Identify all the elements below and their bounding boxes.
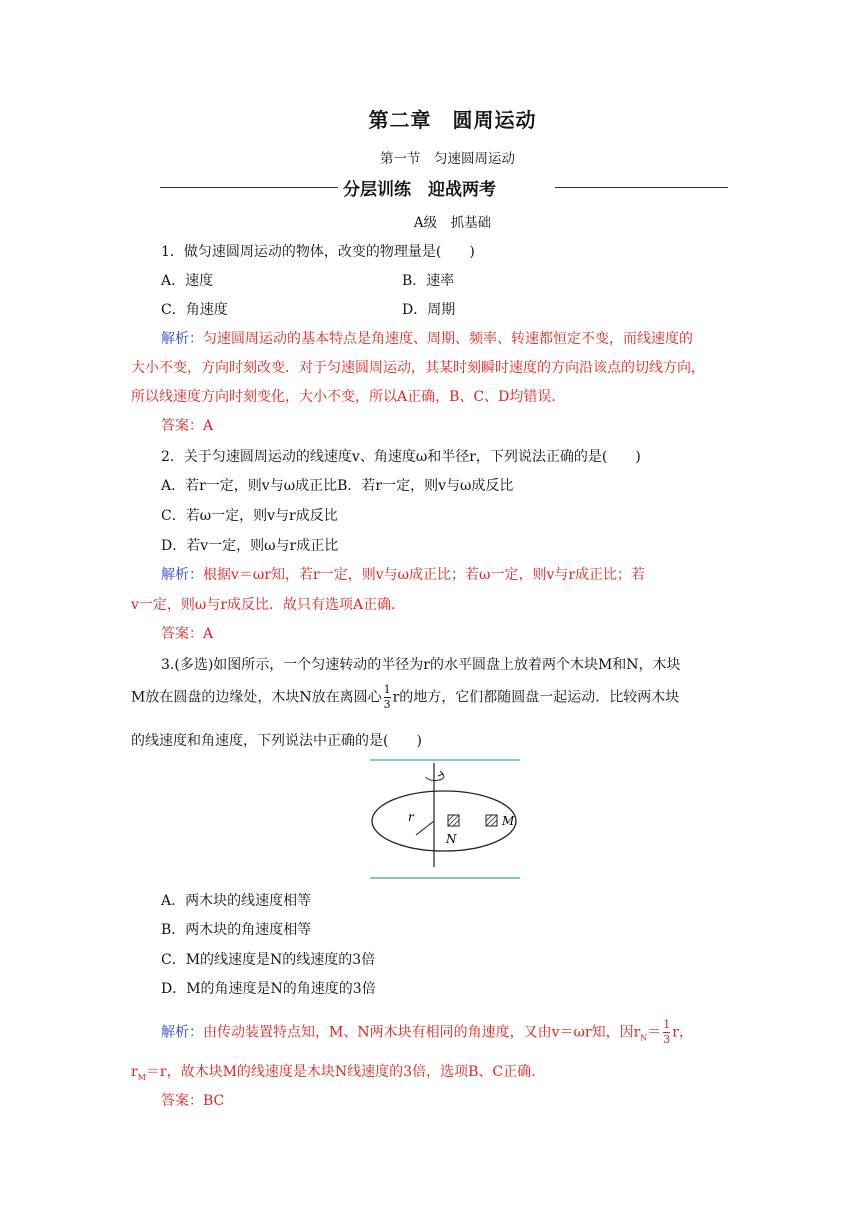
chapter-title: 第二章 圆周运动: [368, 108, 537, 132]
q3-analysis-line2: [131, 1061, 545, 1082]
q2-analysis-label: 解析：: [161, 567, 203, 583]
q1-option-a: A．速度: [161, 273, 214, 289]
q1-analysis-label: 解析：: [161, 331, 203, 347]
disc-diagram: [370, 757, 520, 882]
fig-label-r: r: [408, 810, 414, 824]
q2-analysis-line1: [161, 564, 645, 584]
q3-option-b: B．两木块的角速度相等: [161, 922, 312, 938]
q2-stem: 2．关于匀速圆周运动的线速度v、角速度ω和半径r，下列说法正确的是( ): [161, 449, 641, 465]
q3-stem-text2b: r的地方，它们都随圆盘一起运动．比较两木块: [392, 689, 680, 706]
q3-analysis-eq: ＝: [647, 1024, 662, 1041]
q3-analysis-fraction: [663, 1018, 670, 1047]
q3-analysis-text1b: r，: [672, 1024, 693, 1041]
q3-fraction-num: 1: [383, 683, 391, 696]
q2-option-ab: A．若r一定，则v与ω成正比B．若r一定，则v与ω成反比: [161, 478, 514, 494]
q3-stem-text2a: M放在圆盘的边缘处，木块N放在离圆心: [131, 689, 382, 706]
fig-label-n: N: [446, 832, 457, 846]
section-title: 第一节 匀速圆周运动: [380, 151, 515, 167]
banner: [160, 175, 728, 199]
level-heading: A级 抓基础: [413, 215, 492, 231]
banner-rule-right: [555, 187, 728, 188]
q1-analysis-line2: 大小不变，方向时刻改变．对于匀速圆周运动，其某时刻瞬时速度的方向沿该点的切线方向，: [131, 360, 705, 376]
q2-analysis-line2: v一定，则ω与r成反比．故只有选项A正确．: [131, 597, 406, 613]
rotating-disc-figure: [370, 757, 520, 882]
q1-stem: 1．做匀速圆周运动的物体，改变的物理量是( ): [161, 244, 475, 260]
q1-option-d: D．周期: [402, 302, 456, 318]
q1-analysis-line3: 所以线速度方向时刻变化，大小不变，所以A正确，B、C、D均错误．: [131, 389, 566, 405]
q2-option-c: C．若ω一定，则v与r成反比: [161, 508, 338, 524]
q3-analysis-line1: [161, 1018, 693, 1047]
q3-option-c: C．M的线速度是N的线速度的3倍: [161, 952, 376, 968]
q1-analysis-line1: [161, 328, 693, 348]
q3-analysis-sub-m: M: [137, 1072, 146, 1082]
q1-option-c: C．角速度: [161, 302, 228, 318]
q3-stem-line3: 的线速度和角速度，下列说法中正确的是( ): [131, 733, 422, 749]
q3-answer: 答案：BC: [161, 1093, 225, 1109]
q3-analysis-text1a: 由传动装置特点知，M、N两木块有相同的角速度，又由v＝ωr知，因r: [203, 1024, 641, 1041]
q2-answer: 答案：A: [161, 626, 214, 642]
fig-label-m: M: [502, 814, 515, 828]
q3-analysis-r: r: [131, 1064, 138, 1080]
q3-stem-line1: 3.(多选)如图所示，一个匀速转动的半径为r的水平圆盘上放着两个木块M和N，木块: [161, 657, 681, 673]
banner-text: 分层训练 迎战两考: [343, 180, 496, 200]
q2-option-d: D．若v一定，则ω与r成正比: [161, 538, 339, 554]
q3-fraction-den: 3: [383, 698, 391, 711]
q1-answer: 答案：A: [161, 418, 214, 434]
q1-option-b: B．速率: [402, 273, 455, 289]
q3-analysis-sub-n: N: [640, 1033, 648, 1043]
banner-rule-left: [160, 187, 338, 188]
q3-option-a: A．两木块的线速度相等: [161, 893, 312, 909]
q3-stem-line2: [131, 683, 679, 712]
q3-analysis-label: 解析：: [161, 1024, 203, 1041]
q3-fraction: [384, 683, 391, 712]
q3-analysis-fraction-num: 1: [663, 1018, 671, 1031]
q3-analysis-fraction-den: 3: [663, 1033, 671, 1046]
q3-option-d: D．M的角速度是N的角速度的3倍: [161, 981, 376, 997]
q3-analysis-text2: ＝r，故木块M的线速度是木块N线速度的3倍，选项B、C正确．: [145, 1064, 546, 1080]
q2-analysis-text1: 根据v＝ωr知，若r一定，则v与ω成正比；若ω一定，则v与r成正比；若: [203, 567, 646, 583]
q1-analysis-text1: 匀速圆周运动的基本特点是角速度、周期、频率、转速都恒定不变，而线速度的: [203, 331, 693, 347]
